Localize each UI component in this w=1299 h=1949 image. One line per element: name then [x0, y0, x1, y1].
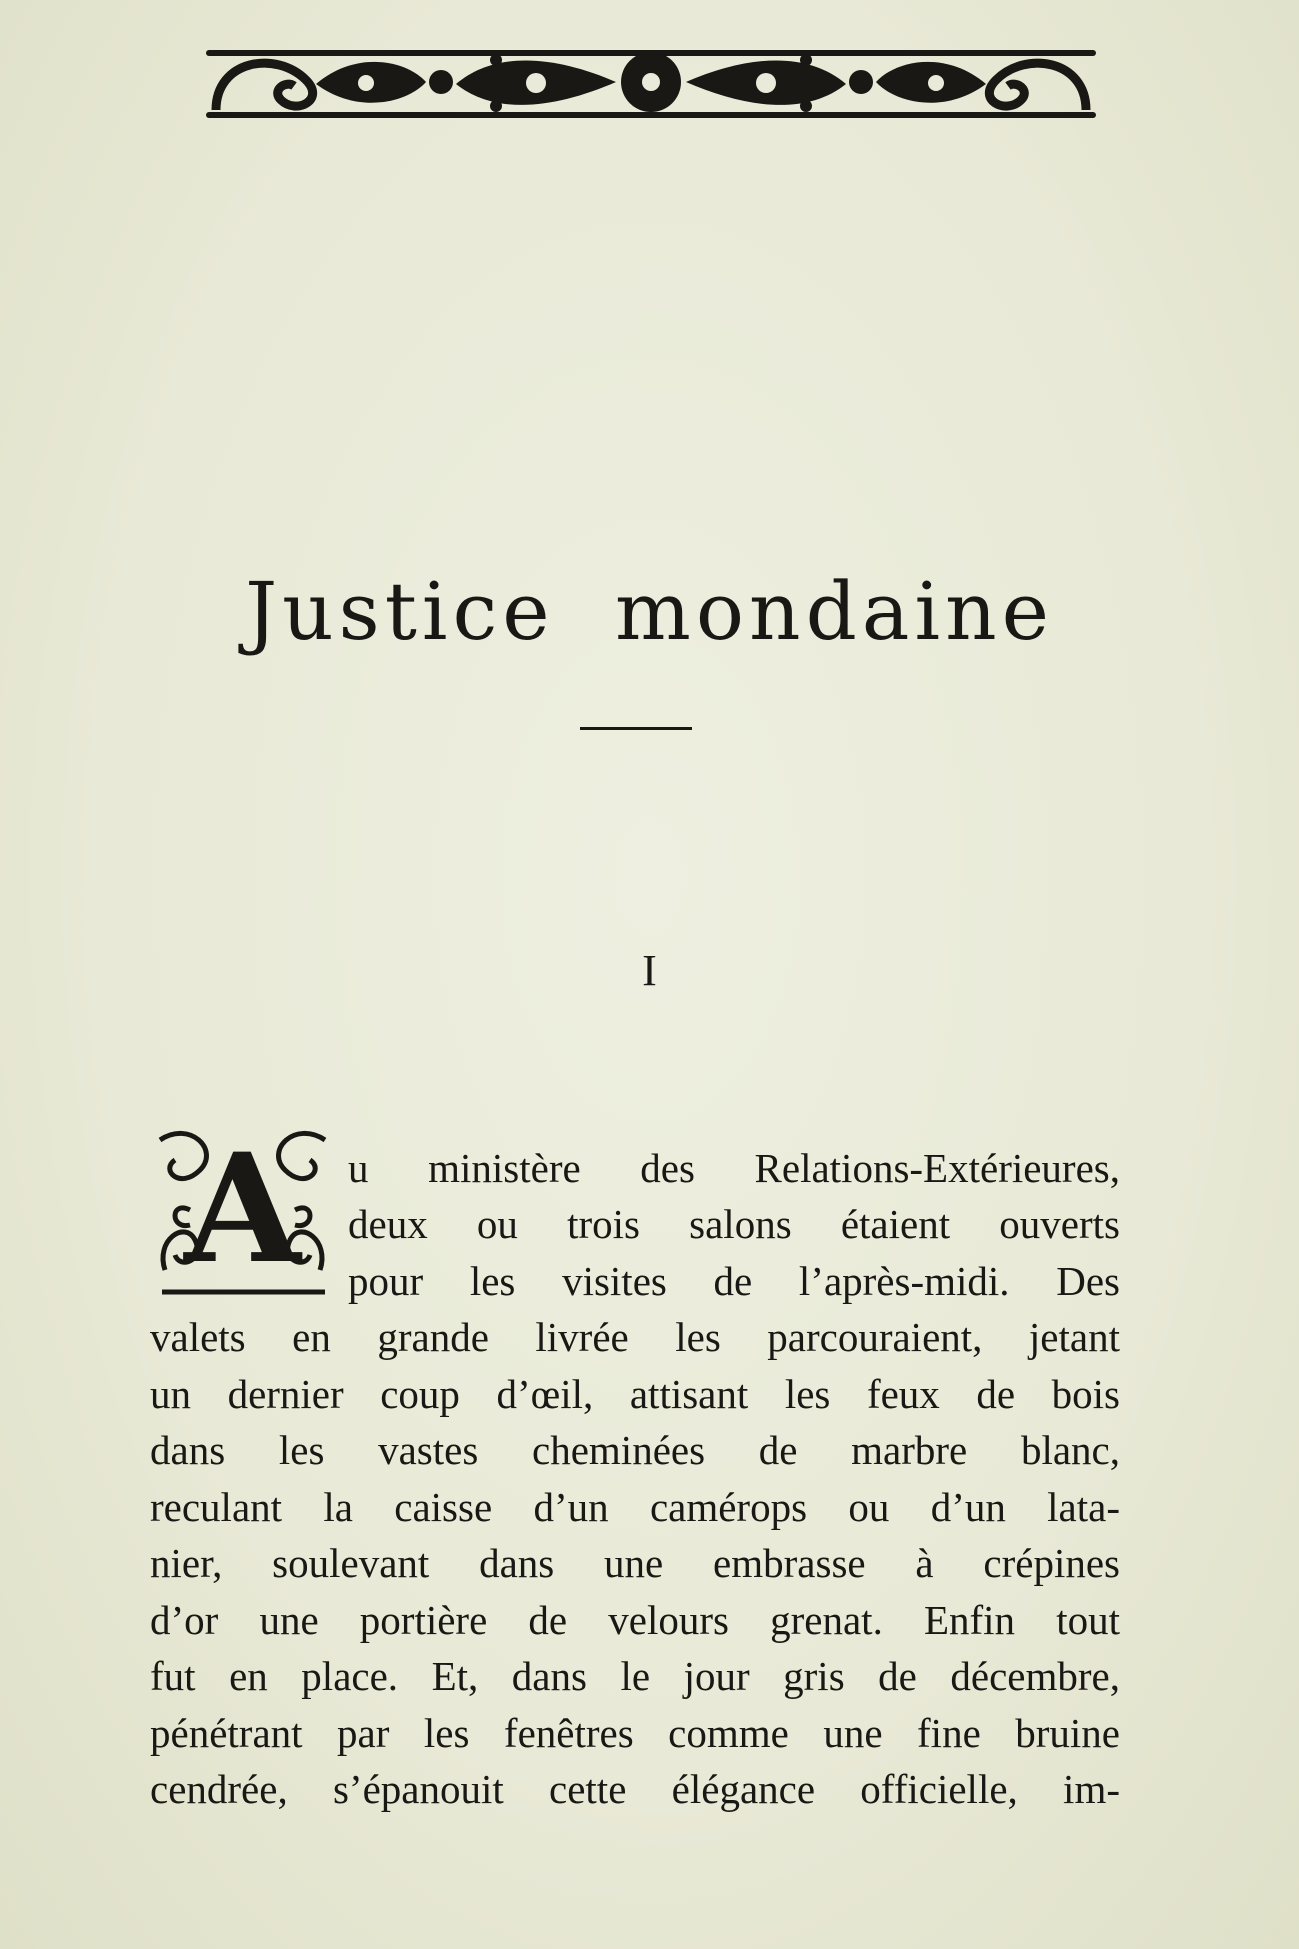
- text-line: valets en grande livrée les parcouraient, jetant: [150, 1314, 1120, 1360]
- text-line: dans les vastes cheminées de marbre blanc,: [150, 1427, 1120, 1473]
- text-line: cendrée, s’épanouit cette élégance officielle, im-: [150, 1766, 1120, 1812]
- text-line: nier, soulevant dans une embrasse à crépines: [150, 1540, 1120, 1586]
- title-rule-divider: [580, 727, 692, 730]
- text-line: d’or une portière de velours grenat. Enfin tout: [150, 1597, 1120, 1643]
- text-line: un dernier coup d’œil, attisant les feux de bois: [150, 1371, 1120, 1417]
- text-line: deux ou trois salons étaient ouverts: [348, 1201, 1120, 1247]
- text-line: u ministère des Relations-Extérieures,: [348, 1145, 1120, 1191]
- text-line: reculant la caisse d’un camérops ou d’un lata-: [150, 1484, 1120, 1530]
- chapter-title: Justice mondaine: [245, 565, 1054, 658]
- initial-letter: A: [184, 1121, 301, 1297]
- floral-headpiece-ornament: [196, 20, 1106, 140]
- text-line: pour les visites de l’après-midi. Des: [348, 1258, 1120, 1304]
- decorated-initial-letter: [150, 1120, 335, 1298]
- text-line: fut en place. Et, dans le jour gris de décembre,: [150, 1653, 1120, 1699]
- chapter-number: I: [642, 946, 657, 995]
- text-line: pénétrant par les fenêtres comme une fine bruine: [150, 1710, 1120, 1756]
